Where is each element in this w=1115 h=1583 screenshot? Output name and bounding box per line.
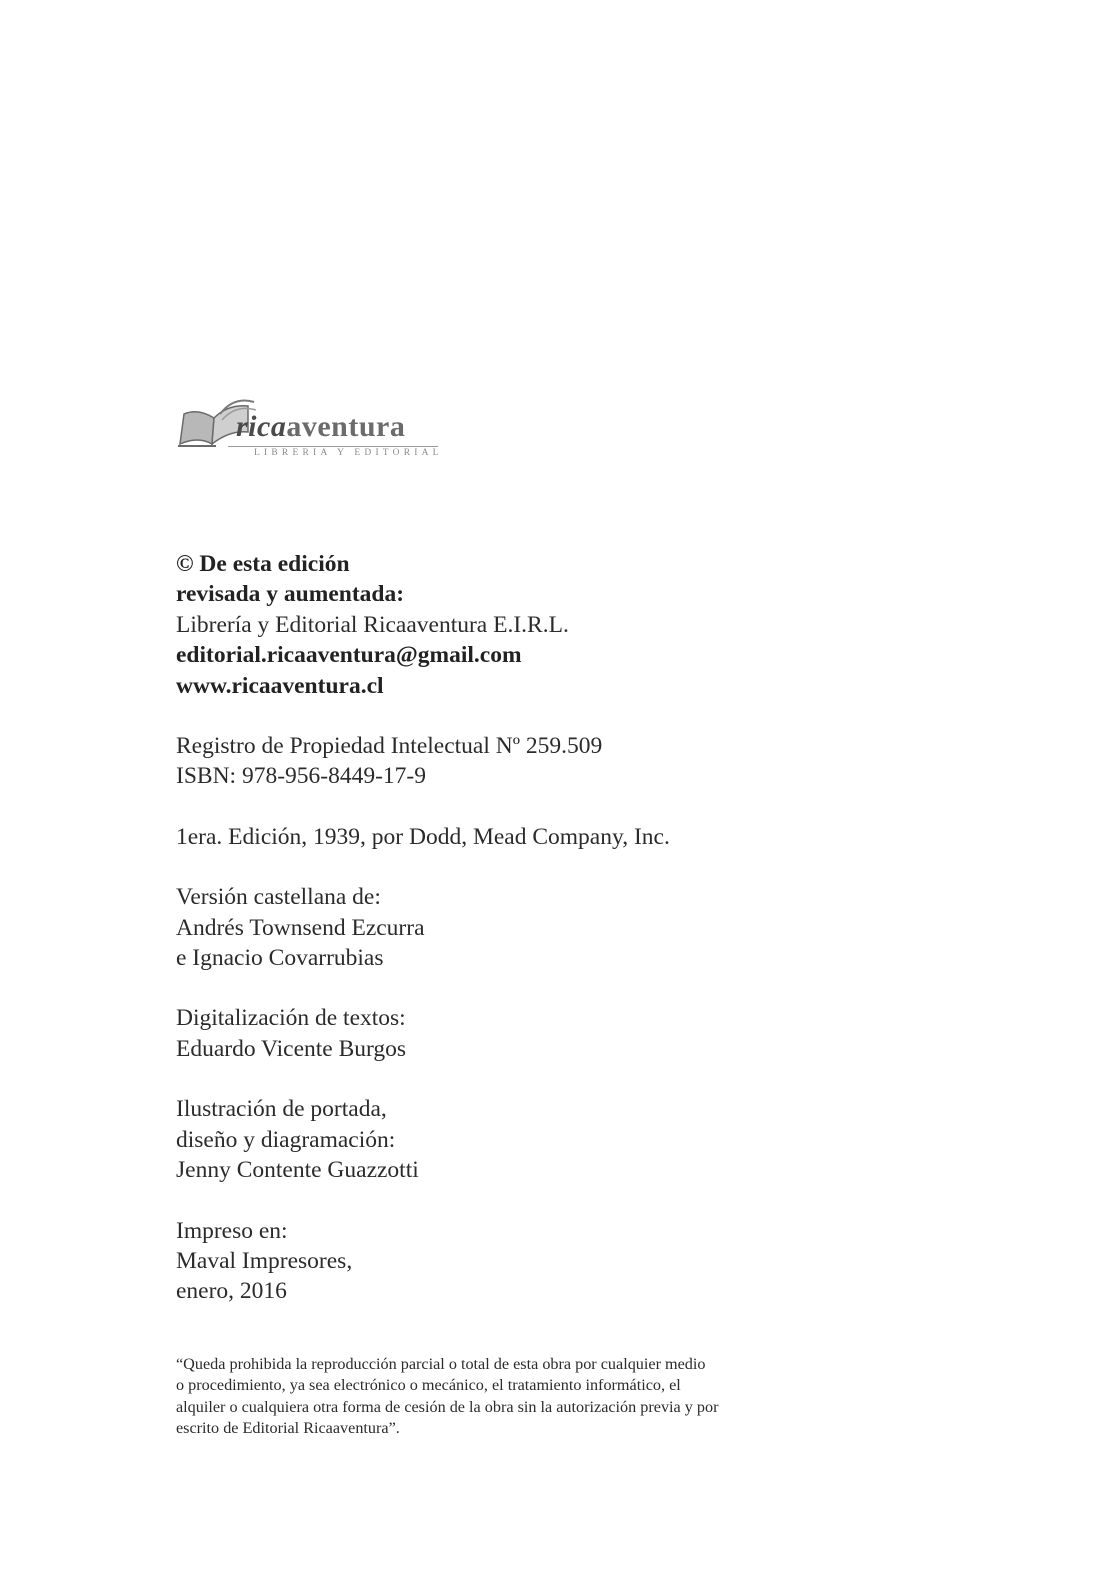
copyright-notice — [176, 1354, 836, 1440]
notice-line-3: alquiler o cualquiera otra forma de cesión de la obra sin la autorización previa y por — [176, 1397, 719, 1416]
copyright-line2: revisada y aumentada: — [176, 581, 405, 608]
edition-info: 1era. Edición, 1939, por Dodd, Mead Company, Inc. — [176, 823, 670, 850]
credits-block — [176, 549, 896, 1307]
digitization-heading: Digitalización de textos: — [176, 1005, 406, 1032]
spacer — [176, 973, 896, 1003]
logo-subtitle: LIBRERIA Y EDITORIAL — [254, 448, 443, 458]
translator-2: e Ignacio Covarrubias — [176, 945, 384, 972]
publisher-logo — [176, 392, 446, 464]
logo-divider — [228, 446, 438, 447]
spacer — [176, 701, 896, 731]
illustration-heading-2: diseño y diagramación: — [176, 1126, 396, 1153]
isbn: ISBN: 978-956-8449-17-9 — [176, 763, 426, 790]
printing-heading: Impreso en: — [176, 1217, 288, 1244]
printing-date: enero, 2016 — [176, 1278, 287, 1305]
notice-line-1: “Queda prohibida la reproducción parcial o total de esta obra por cualquier medio — [176, 1355, 706, 1373]
printer-name: Maval Impresores, — [176, 1247, 353, 1274]
logo-wordmark — [236, 412, 405, 442]
spacer — [176, 1186, 896, 1216]
registry-number: Registro de Propiedad Intelectual Nº 259.509 — [176, 733, 603, 760]
spacer — [176, 792, 896, 822]
copyright-line1: © De esta edición — [176, 551, 350, 577]
digitization-name: Eduardo Vicente Burgos — [176, 1035, 407, 1062]
translation-heading: Versión castellana de: — [176, 884, 381, 911]
illustration-name: Jenny Contente Guazzotti — [176, 1157, 419, 1184]
publisher-name: Librería y Editorial Ricaaventura E.I.R.L. — [176, 611, 569, 638]
publisher-email: editorial.ricaaventura@gmail.com — [176, 642, 522, 669]
publisher-website: www.ricaaventura.cl — [176, 672, 384, 699]
logo-word-part1: rica — [236, 410, 287, 443]
logo-word-part2: aventura — [286, 410, 406, 443]
spacer — [176, 852, 896, 882]
translator-1: Andrés Townsend Ezcurra — [176, 914, 425, 941]
spacer — [176, 1064, 896, 1094]
notice-line-4: escrito de Editorial Ricaaventura”. — [176, 1419, 400, 1438]
illustration-heading-1: Ilustración de portada, — [176, 1096, 387, 1123]
notice-line-2: o procedimiento, ya sea electrónico o mecánico, el tratamiento informático, el — [176, 1376, 681, 1395]
